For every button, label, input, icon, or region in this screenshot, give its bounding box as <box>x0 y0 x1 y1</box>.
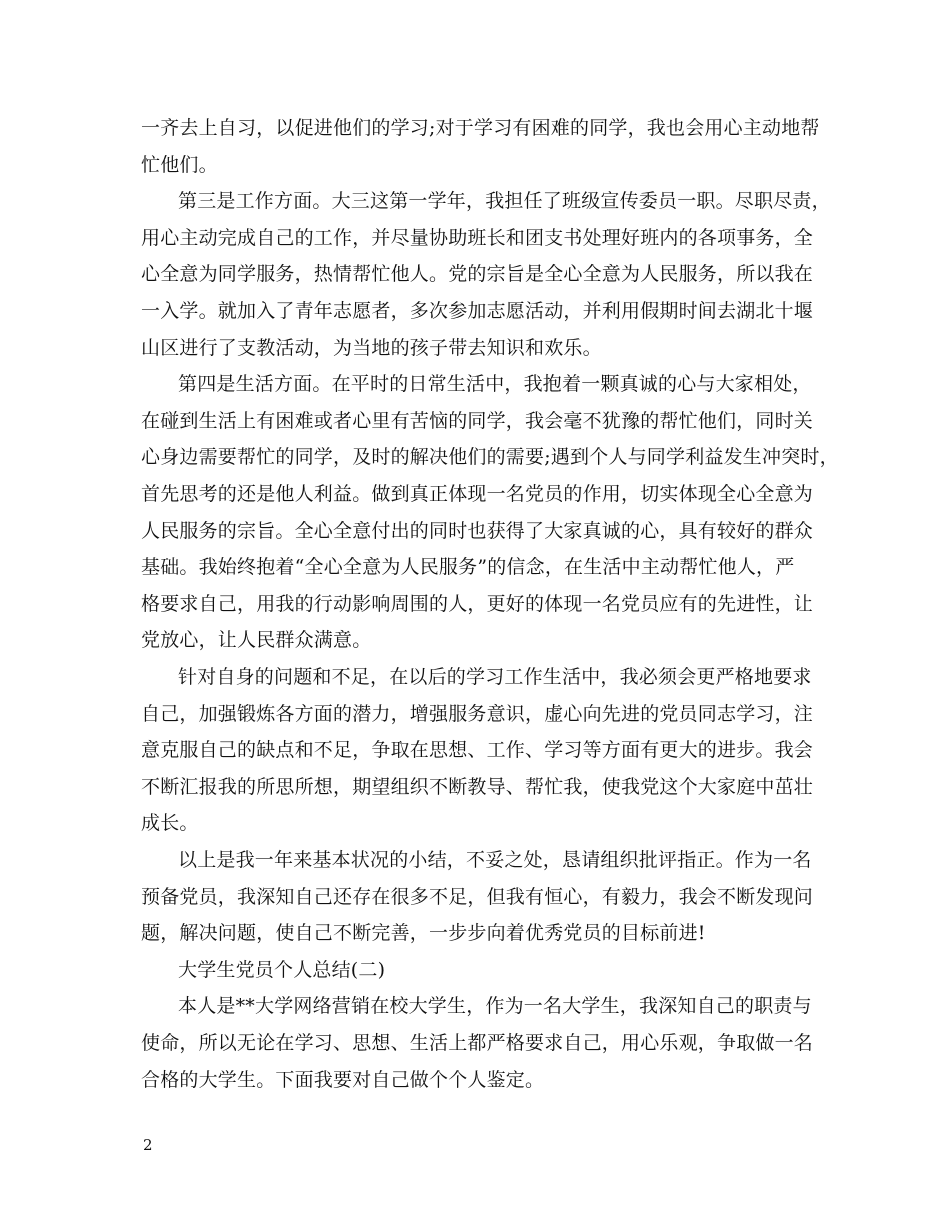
text-line: 使命，所以无论在学习、思想、生活上都严格要求自己，用心乐观，争取做一名 <box>141 1032 814 1054</box>
text-line: 不断汇报我的所思所想，期望组织不断教导、帮忙我，使我党这个大家庭中茁壮 <box>141 776 814 798</box>
text-line: 合格的大学生。下面我要对自己做个个人鉴定。 <box>141 1069 545 1091</box>
text-line: 忙他们。 <box>141 154 218 176</box>
text-line: 首先思考的还是他人利益。做到真正体现一名党员的作用，切实体现全心全意为 <box>141 483 814 505</box>
text-line: 用心主动完成自己的工作，并尽量协助班长和团支书处理好班内的各项事务，全 <box>141 227 814 249</box>
text-line: 自己，加强锻炼各方面的潜力，增强服务意识，虚心向先进的党员同志学习，注 <box>141 703 814 725</box>
paragraph-start-line: 第四是生活方面。在平时的日常生活中，我抱着一颗真诚的心与大家相处， <box>178 373 812 395</box>
text-line: 一入学。就加入了青年志愿者，多次参加志愿活动，并利用假期时间去湖北十堰 <box>141 300 814 322</box>
text-line: 心身边需要帮忙的同学，及时的解决他们的需要;遇到个人与同学利益发生冲突时， <box>141 446 839 468</box>
paragraph-start-line: 针对自身的问题和不足，在以后的学习工作生活中，我必须会更严格地要求 <box>178 666 812 688</box>
text-line: 基础。我始终抱着“全心全意为人民服务”的信念，在生活中主动帮忙他人，严 <box>141 556 795 578</box>
text-line: 预备党员，我深知自己还存在很多不足，但我有恒心，有毅力，我会不断发现问 <box>141 886 814 908</box>
paragraph-start-line: 本人是**大学网络营销在校大学生，作为一名大学生，我深知自己的职责与 <box>178 995 812 1017</box>
text-line: 心全意为同学服务，热情帮忙他人。党的宗旨是全心全意为人民服务，所以我在 <box>141 263 814 285</box>
text-line: 在碰到生活上有困难或者心里有苦恼的同学，我会毫不犹豫的帮忙他们，同时关 <box>141 410 814 432</box>
page-number: 2 <box>143 1136 153 1154</box>
text-line: 人民服务的宗旨。全心全意付出的同时也获得了大家真诚的心，具有较好的群众 <box>141 520 814 542</box>
text-line: 一齐去上自习，以促进他们的学习;对于学习有困难的同学，我也会用心主动地帮 <box>141 117 820 139</box>
section-heading: 大学生党员个人总结(二) <box>178 959 386 981</box>
text-line: 格要求自己，用我的行动影响周围的人，更好的体现一名党员应有的先进性，让 <box>141 593 814 615</box>
text-line: 山区进行了支教活动，为当地的孩子带去知识和欢乐。 <box>141 337 602 359</box>
paragraph-start-line: 第三是工作方面。大三这第一学年，我担任了班级宣传委员一职。尽职尽责， <box>178 190 831 212</box>
text-line: 成长。 <box>141 812 199 834</box>
text-line: 党放心，让人民群众满意。 <box>141 629 372 651</box>
text-line: 题，解决问题，使自己不断完善，一步步向着优秀党员的目标前进! <box>141 922 706 944</box>
paragraph-start-line: 以上是我一年来基本状况的小结，不妥之处，恳请组织批评指正。作为一名 <box>178 849 812 871</box>
text-line: 意克服自己的缺点和不足，争取在思想、工作、学习等方面有更大的进步。我会 <box>141 739 814 761</box>
